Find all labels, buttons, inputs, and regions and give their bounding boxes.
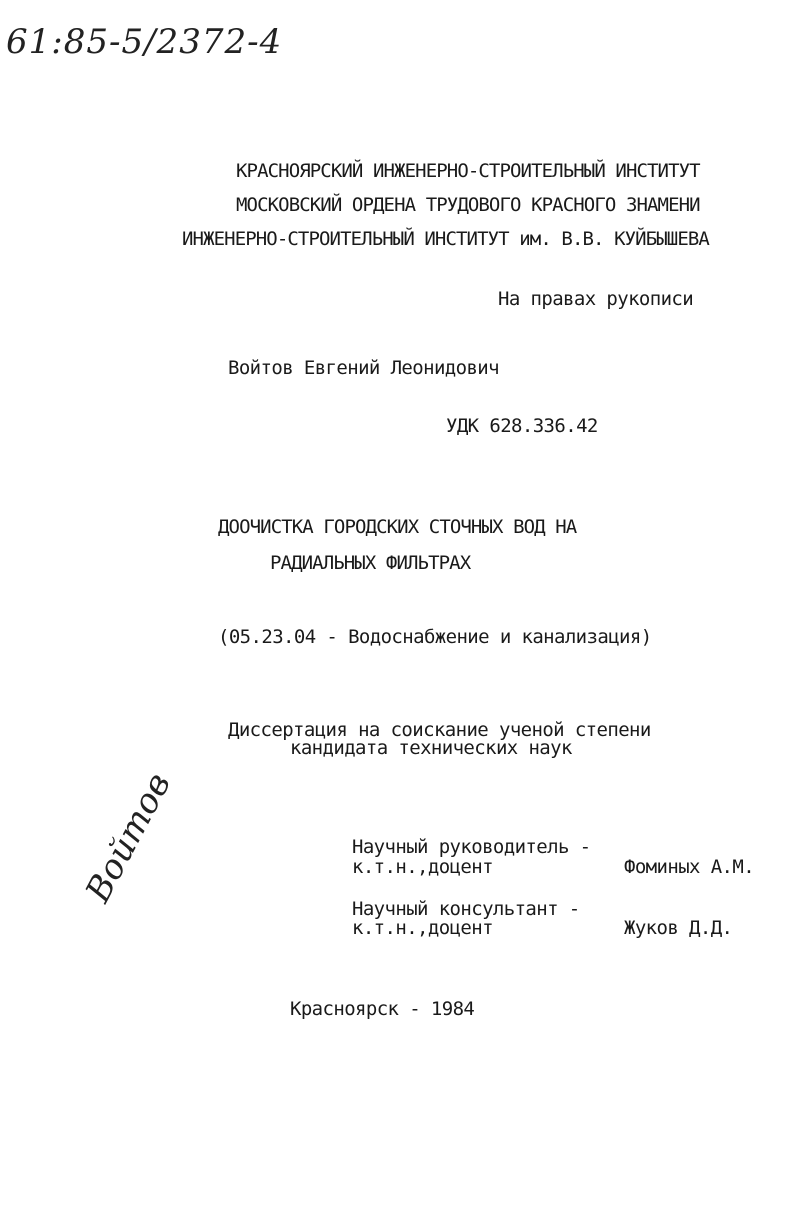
title-line-2: РАДИАЛЬНЫХ ФИЛЬТРАХ [270,552,471,574]
title-line-1: ДООЧИСТКА ГОРОДСКИХ СТОЧНЫХ ВОД НА [218,516,577,538]
place-year: Красноярск - 1984 [290,998,475,1020]
manuscript-rights: На правах рукописи [498,288,694,310]
supervisor-name: Фоминых А.М. [624,856,755,878]
consultant-name: Жуков Д.Д. [624,917,733,939]
udc-code: УДК 628.336.42 [446,415,598,437]
handwritten-signature: Войтов [78,766,179,909]
author-name: Войтов Евгений Леонидович [228,357,499,379]
institute-line-3: ИНЖЕНЕРНО-СТРОИТЕЛЬНЫЙ ИНСТИТУТ им. В.В. КУЙБЫШЕВА [182,228,709,250]
institute-line-2: МОСКОВСКИЙ ОРДЕНА ТРУДОВОГО КРАСНОГО ЗНАМЕНИ [236,194,700,216]
supervisor-rank: к.т.н.,доцент [352,856,493,878]
specialty: (05.23.04 - Водоснабжение и канализация) [218,626,652,648]
institute-line-1: КРАСНОЯРСКИЙ ИНЖЕНЕРНО-СТРОИТЕЛЬНЫЙ ИНСТИТУТ [236,160,700,182]
consultant-rank: к.т.н.,доцент [352,917,493,939]
archive-code: 61:85-5/2372-4 [6,22,283,62]
supervisor-role: Научный руководитель - [352,836,591,858]
degree-line-2: кандидата технических наук [290,737,572,759]
consultant-role: Научный консультант - [352,898,580,920]
degree-line-1: Диссертация на соискание ученой степени [228,719,651,741]
